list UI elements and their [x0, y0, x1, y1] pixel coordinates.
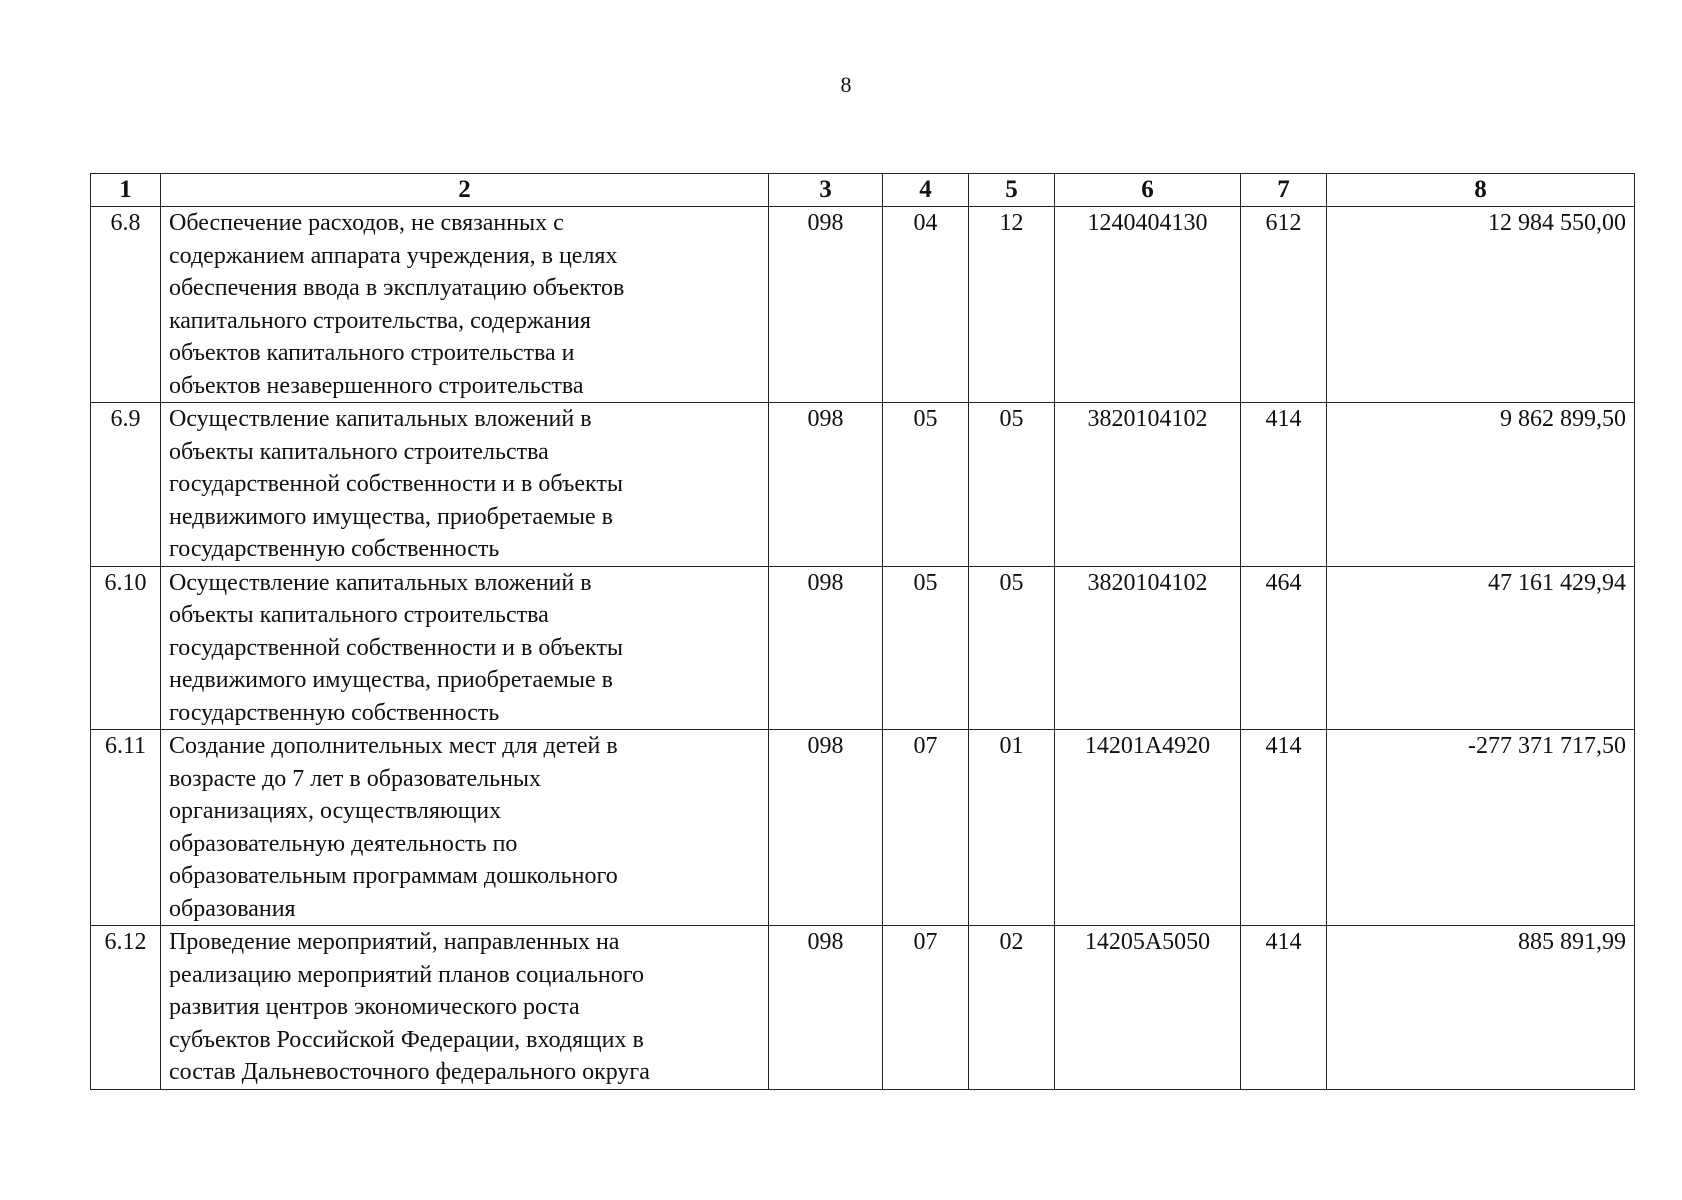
description-line: Осуществление капитальных вложений в — [169, 569, 592, 596]
description-line: государственной собственности и в объекты — [169, 634, 623, 661]
cell-col7: 414 — [1241, 926, 1327, 1090]
description-line: состав Дальневосточного федерального округа — [169, 1059, 650, 1085]
cell-col4: 04 — [883, 207, 969, 403]
row-number: 6.10 — [91, 566, 161, 730]
description-line: организациях, осуществляющих — [169, 798, 502, 824]
description-line: капитального строительства, содержания — [169, 307, 591, 334]
column-header: 6 — [1055, 174, 1241, 207]
cell-col5: 05 — [969, 403, 1055, 567]
row-number: 6.9 — [91, 403, 161, 567]
description-line: объекты капитального строительства — [169, 602, 549, 628]
cell-col3: 098 — [769, 730, 883, 926]
cell-col3: 098 — [769, 207, 883, 403]
table-row — [91, 207, 1635, 403]
cell-col3: 098 — [769, 926, 883, 1090]
cell-amount: -277 371 717,50 — [1327, 730, 1635, 926]
description-line: государственную собственность — [169, 536, 500, 562]
description-line: развития центров экономического роста — [169, 994, 580, 1020]
cell-col6: 1240404130 — [1055, 207, 1241, 403]
cell-amount: 47 161 429,94 — [1327, 566, 1635, 730]
header-row — [91, 174, 1635, 207]
description-line: содержанием аппарата учреждения, в целях — [169, 242, 618, 269]
row-description — [161, 730, 769, 926]
description-line: реализацию мероприятий планов социального — [169, 961, 644, 988]
cell-col6: 3820104102 — [1055, 566, 1241, 730]
description-line: государственной собственности и в объекты — [169, 471, 623, 497]
description-line: возрасте до 7 лет в образовательных — [169, 765, 542, 792]
description-line: Проведение мероприятий, направленных на — [169, 929, 620, 955]
cell-amount: 885 891,99 — [1327, 926, 1635, 1090]
cell-col6: 3820104102 — [1055, 403, 1241, 567]
cell-col4: 05 — [883, 403, 969, 567]
description-line: образовательным программам дошкольного — [169, 863, 618, 889]
row-description — [161, 926, 769, 1090]
description-line: образования — [169, 895, 296, 922]
cell-col6: 14201А4920 — [1055, 730, 1241, 926]
table-row — [91, 730, 1635, 926]
page-number: 8 — [840, 72, 852, 97]
column-header: 8 — [1327, 174, 1635, 207]
description-line: объекты капитального строительства — [169, 438, 549, 465]
cell-col4: 07 — [883, 926, 969, 1090]
row-number: 6.12 — [91, 926, 161, 1090]
cell-col6: 14205А5050 — [1055, 926, 1241, 1090]
row-description — [161, 566, 769, 730]
cell-col5: 01 — [969, 730, 1055, 926]
description-line: государственную собственность — [169, 699, 500, 726]
cell-col5: 05 — [969, 566, 1055, 730]
cell-amount: 12 984 550,00 — [1327, 207, 1635, 403]
column-header: 5 — [969, 174, 1055, 207]
table-row — [91, 566, 1635, 730]
column-header: 7 — [1241, 174, 1327, 207]
row-description — [161, 403, 769, 567]
cell-col7: 414 — [1241, 403, 1327, 567]
column-header: 2 — [161, 174, 769, 207]
column-header: 1 — [91, 174, 161, 207]
description-line: недвижимого имущества, приобретаемые в — [169, 667, 613, 693]
description-line: образовательную деятельность по — [169, 830, 518, 857]
cell-col3: 098 — [769, 566, 883, 730]
description-line: недвижимого имущества, приобретаемые в — [169, 503, 613, 530]
column-header: 3 — [769, 174, 883, 207]
cell-col5: 12 — [969, 207, 1055, 403]
budget-table — [90, 173, 1635, 1090]
cell-col7: 464 — [1241, 566, 1327, 730]
description-line: объектов капитального строительства и — [169, 340, 575, 366]
row-number: 6.8 — [91, 207, 161, 403]
row-description — [161, 207, 769, 403]
cell-col7: 612 — [1241, 207, 1327, 403]
row-number: 6.11 — [91, 730, 161, 926]
cell-col7: 414 — [1241, 730, 1327, 926]
cell-col4: 05 — [883, 566, 969, 730]
cell-col4: 07 — [883, 730, 969, 926]
column-header: 4 — [883, 174, 969, 207]
description-line: Обеспечение расходов, не связанных с — [169, 210, 564, 236]
description-line: Осуществление капитальных вложений в — [169, 406, 592, 432]
table-row — [91, 403, 1635, 567]
cell-col3: 098 — [769, 403, 883, 567]
description-line: Создание дополнительных мест для детей в — [169, 733, 618, 759]
description-line: обеспечения ввода в эксплуатацию объектов — [169, 275, 625, 301]
cell-amount: 9 862 899,50 — [1327, 403, 1635, 567]
description-line: объектов незавершенного строительства — [169, 372, 584, 399]
cell-col5: 02 — [969, 926, 1055, 1090]
table-row — [91, 926, 1635, 1090]
description-line: субъектов Российской Федерации, входящих в — [169, 1026, 644, 1053]
